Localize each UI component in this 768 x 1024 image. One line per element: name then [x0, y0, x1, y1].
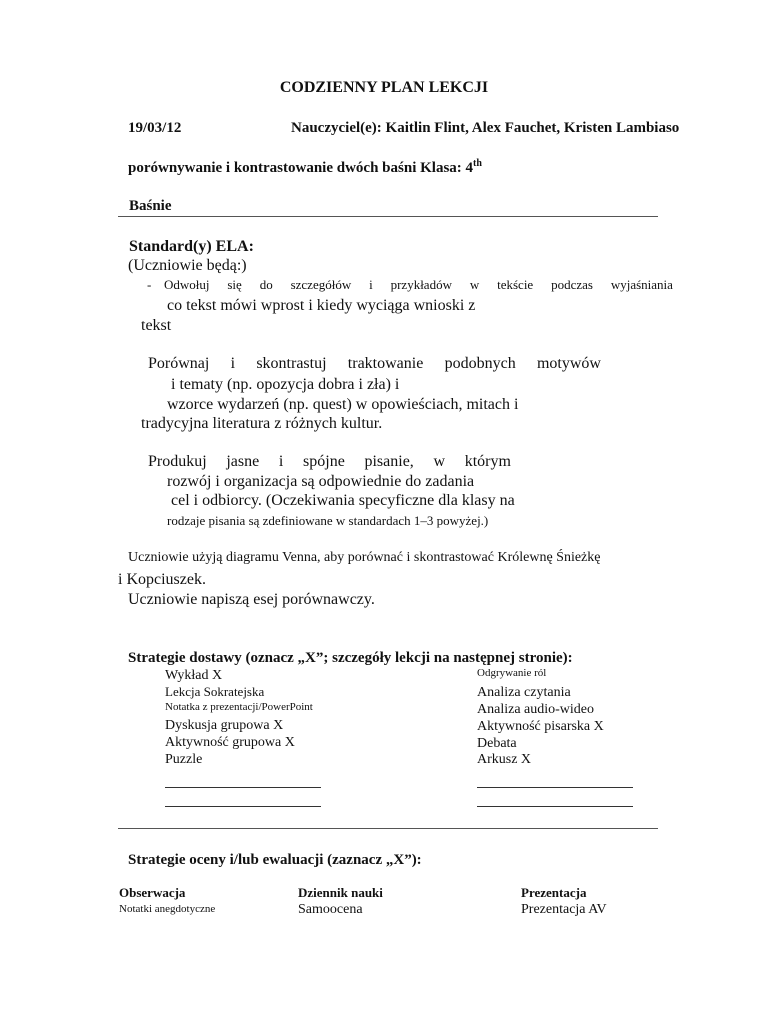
- delivery-right-item: Analiza audio-wideo: [477, 702, 595, 717]
- s1-word: Odwołuj: [164, 277, 210, 292]
- delivery-right-item: Analiza czytania: [477, 685, 571, 700]
- assessment-col-item: Samoocena: [298, 902, 363, 917]
- objective-1-line1: Uczniowie użyją diagramu Venna, aby porównać i skontrastować Królewnę Śnieżkę: [128, 550, 601, 565]
- standard-2-line3: wzorce wydarzeń (np. quest) w opowieściach, mitach i: [167, 396, 519, 413]
- standard-2-line4: tradycyjna literatura z różnych kultur.: [141, 415, 383, 432]
- divider-top: [118, 216, 658, 217]
- teachers: Nauczyciel(e): Kaitlin Flint, Alex Fauchet, Kristen Lambiaso: [291, 120, 680, 136]
- standards-heading: Standard(y) ELA:: [129, 238, 254, 255]
- s1-word: podczas: [551, 277, 593, 292]
- topic-text: porównywanie i kontrastowanie dwóch baśni Klasa: 4: [128, 160, 474, 176]
- objective-1-line2: i Kopciuszek.: [118, 571, 206, 588]
- delivery-right-item: Debata: [477, 736, 517, 751]
- delivery-left-item: Lekcja Sokratejska: [165, 684, 265, 699]
- standard-3-line2: rozwój i organizacja są odpowiednie do zadania: [167, 473, 475, 490]
- s1-word: przykładów: [390, 277, 452, 292]
- assessment-col-item: Notatki anegdotyczne: [119, 903, 216, 915]
- standard-1-line3: tekst: [141, 317, 172, 334]
- assessment-col-header: Prezentacja: [521, 885, 587, 900]
- delivery-right-blank: [477, 787, 633, 788]
- s2-word: i: [230, 355, 236, 372]
- delivery-right-item: Aktywność pisarska X: [477, 719, 604, 734]
- s2-word: motywów: [536, 355, 601, 372]
- delivery-right-item: Odgrywanie ról: [477, 667, 547, 679]
- delivery-left-item: Notatka z prezentacji/PowerPoint: [165, 701, 313, 713]
- standard-3-line1: [148, 453, 511, 471]
- assessment-heading: Strategie oceny i/lub ewaluacji (zaznacz „X”):: [128, 852, 422, 868]
- grade-suffix: th: [473, 158, 482, 169]
- s3-word: i: [278, 453, 284, 470]
- objective-2: Uczniowie napiszą esej porównawczy.: [128, 591, 375, 608]
- lesson-date: 19/03/12: [128, 120, 182, 136]
- s3-word: spójne: [303, 453, 345, 470]
- s3-word: Produkuj: [148, 453, 207, 470]
- delivery-right-blank: [477, 806, 633, 807]
- s2-word: podobnych: [444, 355, 516, 372]
- s1-word: i: [369, 277, 373, 292]
- delivery-left-blank: [165, 787, 321, 788]
- s2-word: skontrastuj: [256, 355, 327, 372]
- s3-word: jasne: [226, 453, 260, 470]
- s1-word: do: [259, 277, 273, 292]
- standards-intro: (Uczniowie będą:): [128, 257, 247, 274]
- standard-1-line2: co tekst mówi wprost i kiedy wyciąga wnioski z: [167, 297, 476, 314]
- standard-1-dash: -: [147, 277, 152, 292]
- s2-word: traktowanie: [347, 355, 424, 372]
- page-title: CODZIENNY PLAN LEKCJI: [279, 79, 489, 96]
- delivery-left-item: Aktywność grupowa X: [165, 735, 295, 750]
- standard-3-line3: cel i odbiorcy. (Oczekiwania specyficzne dla klasy na: [171, 492, 515, 509]
- standard-2-line1: [148, 355, 601, 373]
- s1-word: w: [469, 277, 480, 292]
- divider-bottom: [118, 828, 658, 829]
- s1-word: szczegółów: [290, 277, 352, 292]
- delivery-left-item: Dyskusja grupowa X: [165, 718, 284, 733]
- s1-word: się: [227, 277, 242, 292]
- standard-1-line1: [164, 277, 673, 293]
- standard-2-line2: i tematy (np. opozycja dobra i zła) i: [171, 376, 400, 393]
- topic-line: [128, 158, 482, 177]
- s3-word: w: [433, 453, 446, 470]
- unit-title: Baśnie: [129, 198, 172, 214]
- s3-word: którym: [464, 453, 511, 470]
- delivery-heading: Strategie dostawy (oznacz „X”; szczegóły lekcji na następnej stronie):: [128, 650, 573, 666]
- assessment-col-item: Prezentacja AV: [521, 902, 607, 917]
- delivery-left-blank: [165, 806, 321, 807]
- delivery-left-item: Puzzle: [165, 752, 203, 767]
- s1-word: wyjaśniania: [610, 277, 673, 292]
- delivery-left-item: Wykład X: [165, 668, 223, 683]
- assessment-col-header: Obserwacja: [119, 885, 186, 900]
- standard-3-line4: rodzaje pisania są zdefiniowane w standardach 1–3 powyżej.): [167, 513, 489, 528]
- s1-word: tekście: [497, 277, 534, 292]
- assessment-col-header: Dziennik nauki: [298, 885, 383, 900]
- s2-word: Porównaj: [148, 355, 210, 372]
- delivery-right-item: Arkusz X: [477, 752, 532, 767]
- s3-word: pisanie,: [364, 453, 414, 470]
